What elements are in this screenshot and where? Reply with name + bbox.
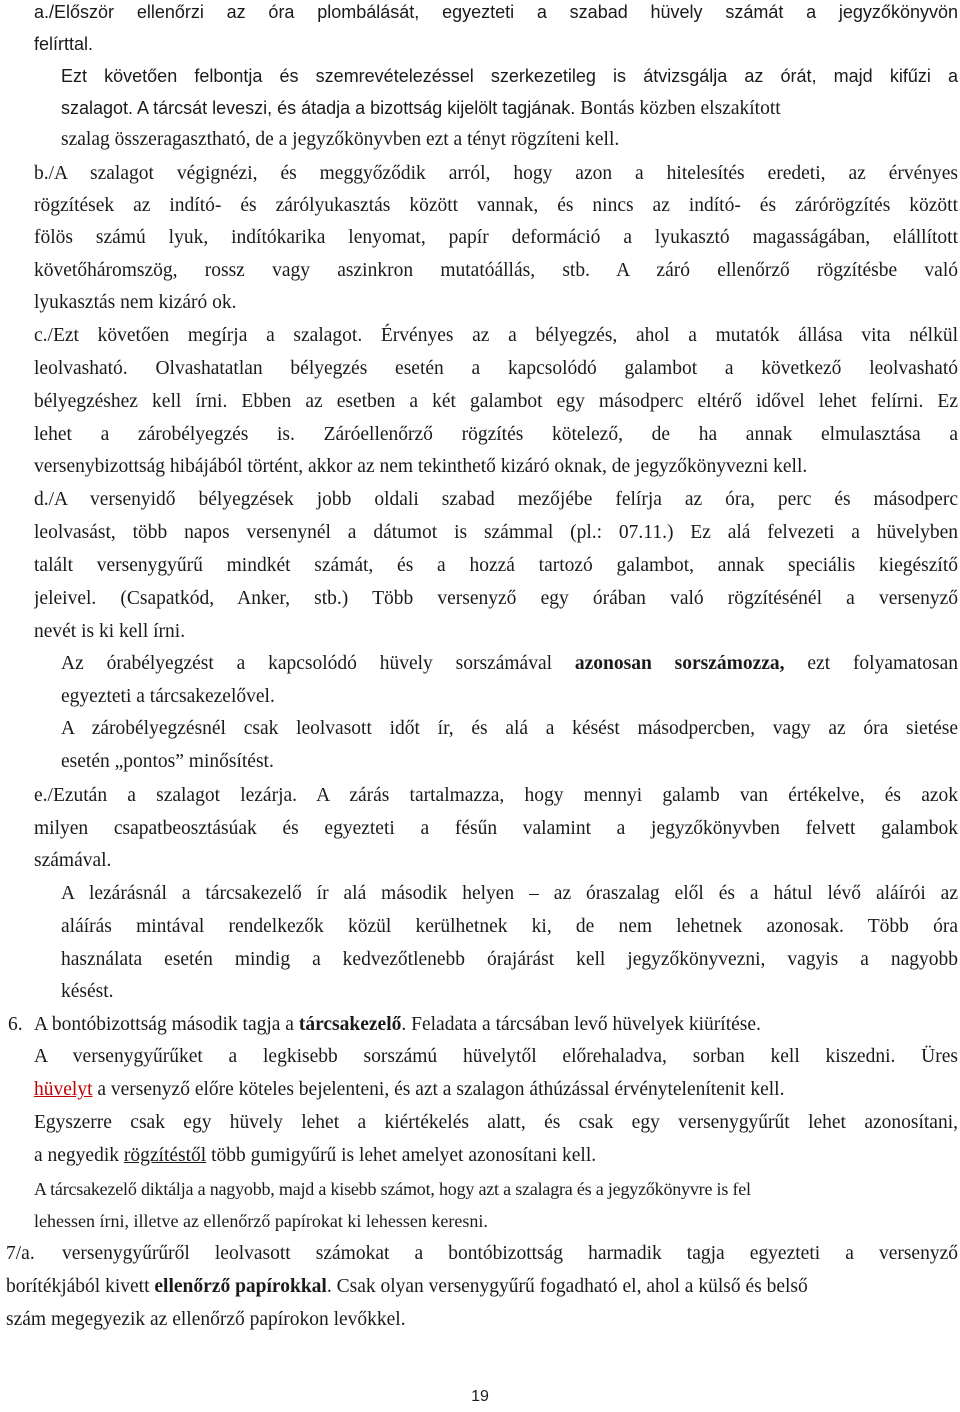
para-e-sub-line-3: használata esetén mindig a kedvezőtlenebb órajárást kell jegyzőkönyvezni, vagyis a nagyobb <box>61 949 958 970</box>
emphasis-tarcsakezelo: tárcsakezelő <box>298 1014 402 1035</box>
para-d-line-3: talált versenygyűrű mindkét számát, és a hozzá tartozó galambot, annak speciális kiegészítő <box>34 555 958 576</box>
section-7a-line-3: szám megegyezik az ellenőrző papírokon levőkkel. <box>6 1309 406 1330</box>
para-a-line-4: szalagot. A tárcsát leveszi, és átadja a bizottság kijelölt tagjának. Bontás közben elszakított <box>61 98 781 119</box>
highlight-huvelyt: hüvelyt <box>34 1079 93 1100</box>
section-6-line-4: Egyszerre csak egy hüvely lehet a kiértékelés alatt, és csak egy versenygyűrűt lehet azonosítani, <box>34 1112 958 1133</box>
para-c-line-1: c./Ezt követően megírja a szalagot. Érvényes az a bélyegzés, ahol a mutatók állása vita nélkül <box>34 325 958 346</box>
section-6-line-3: hüvelyt a versenyző előre köteles bejelenteni, és azt a szalagon áthúzással érvénytelenítenit kell. <box>34 1079 785 1100</box>
para-c-line-2: leolvasható. Olvashatatlan bélyegzés esetén a kapcsolódó galambot a következő leolvasható <box>34 358 958 379</box>
para-c-marker: c./ <box>34 325 53 346</box>
para-e-marker: e./ <box>34 785 53 806</box>
para-d-sub1-line-2: egyezteti a tárcsakezelővel. <box>61 686 275 707</box>
para-a-marker: a./ <box>34 2 55 22</box>
para-e-sub-line-2: aláírás mintával rendelkezők közül kerülhetnek ki, de nem lehetnek azonosak. Több óra <box>61 916 958 937</box>
section-6-number: 6. <box>8 1014 23 1035</box>
para-c-line-5: versenybizottság hibájából történt, akkor az nem tekinthető kizáró oknak, de jegyzőkönyvezni kell. <box>34 456 808 477</box>
para-d-sub1-line-1: Az órabélyegzést a kapcsolódó hüvely sorszámával azonosan sorszámozza, ezt folyamatosan <box>61 653 958 674</box>
para-b-line-5: lyukasztás nem kizáró ok. <box>34 292 237 313</box>
para-d-sub2-line-2: esetén „pontos” minősítést. <box>61 751 274 772</box>
para-d-line-2: leolvasást, több napos versenynél a dátumot is számmal (pl.: 07.11.) Ez alá felvezeti a hüvelyben <box>34 522 958 543</box>
para-a-line-2: felírttal. <box>34 34 94 54</box>
para-e-line-3: számával. <box>34 850 112 871</box>
para-a-line-5: szalag összeragasztható, de a jegyzőkönyvben ezt a tényt rögzíteni kell. <box>61 129 620 150</box>
emphasis-ellenorzo-papirokkal: ellenőrző papírokkal <box>154 1276 327 1297</box>
para-b-line-3: fölös számú lyuk, indítókarika lenyomat, papír deformáció a lyukasztó magasságában, elállított <box>34 227 958 248</box>
para-b-line-2: rögzítések az indító- és zárólyukasztás között vannak, és nincs az indító- és zárórögzítés között <box>34 195 958 216</box>
para-e-line-2: milyen csapatbeosztásúak és egyezteti a fésűn valamint a jegyzőkönyvben felvett galambok <box>34 818 958 839</box>
section-6-line-6: A tárcsakezelő diktálja a nagyobb, majd a kisebb számot, hogy azt a szalagra és a jegyzőkönyvre is fel <box>34 1179 751 1199</box>
para-b-line-1: b./A szalagot végignézi, és meggyőződik arról, hogy azon a hitelesítés eredeti, az érvényes <box>34 163 958 184</box>
para-a-line-3: Ezt követően felbontja és szemrevételezéssel szerkezetileg is átvizsgálja az órát, majd kifűzi a <box>61 66 958 86</box>
section-6-line-2: A versenygyűrűket a legkisebb sorszámú hüvelytől előrehaladva, sorban kell kiszedni. Üres <box>34 1046 958 1067</box>
section-7a-line-1: versenygyűrűről leolvasott számokat a bontóbizottság harmadik tagja egyezteti a versenyző <box>62 1243 958 1264</box>
para-d-sub2-line-1: A zárobélyegzésnél csak leolvasott időt ír, és alá a késést másodpercben, vagy az óra sietése <box>61 718 958 739</box>
emphasis-azonosan: azonosan sorszámozza, <box>574 653 785 674</box>
para-b-line-4: követőháromszög, rossz vagy aszinkron mutatóállás, stb. A záró ellenőrző rögzítésbe való <box>34 260 958 281</box>
para-e-sub-line-1: A lezárásnál a tárcsakezelő ír alá második helyen – az óraszalag elől és a hátul lévő aláírói az <box>61 883 958 904</box>
underline-rogzitestol: rögzítéstől <box>123 1145 207 1166</box>
para-c-line-4: lehet a zárobélyegzés is. Záróellenőrző rögzítés kötelező, de ha annak elmulasztása a <box>34 424 958 445</box>
para-b-marker: b./ <box>34 163 55 184</box>
para-c-line-3: bélyegzéshez kell írni. Ebben az esetben a két galambot egy másodperc eltérő idővel lehet felírni. Ez <box>34 391 958 412</box>
para-e-line-1: e./Ezután a szalagot lezárja. A zárás tartalmazza, hogy mennyi galamb van értékelve, és azok <box>34 785 958 806</box>
page-number: 19 <box>471 1388 489 1405</box>
para-d-line-1: d./A versenyidő bélyegzések jobb oldali szabad mezőjébe felírja az óra, perc és másodperc <box>34 489 958 510</box>
para-a-line-1: a./Először ellenőrzi az óra plombálását, egyezteti a szabad hüvely számát a jegyzőkönyvön <box>34 2 958 22</box>
section-6-line-5: a negyedik rögzítéstől több gumigyűrű is lehet amelyet azonosítani kell. <box>34 1145 597 1166</box>
para-d-line-4: jeleivel. (Csapatkód, Anker, stb.) Több versenyző egy órában való rögzítésénél a versenyző <box>34 588 958 609</box>
para-e-sub-line-4: késést. <box>61 981 114 1002</box>
para-d-marker: d./ <box>34 489 55 510</box>
section-7a-line-2: borítékjából kivett ellenőrző papírokkal. Csak olyan versenygyűrű fogadható el, ahol a külső és belső <box>6 1276 808 1297</box>
section-6-line-1: A bontóbizottság második tagja a tárcsakezelő. Feladata a tárcsában levő hüvelyek kiürítése. <box>34 1014 761 1035</box>
section-6-line-7: lehessen írni, illetve az ellenőrző papírokat ki lehessen keresni. <box>34 1211 488 1231</box>
para-d-line-5: nevét is ki kell írni. <box>34 621 186 642</box>
section-7a-number: 7/a. <box>6 1243 35 1264</box>
